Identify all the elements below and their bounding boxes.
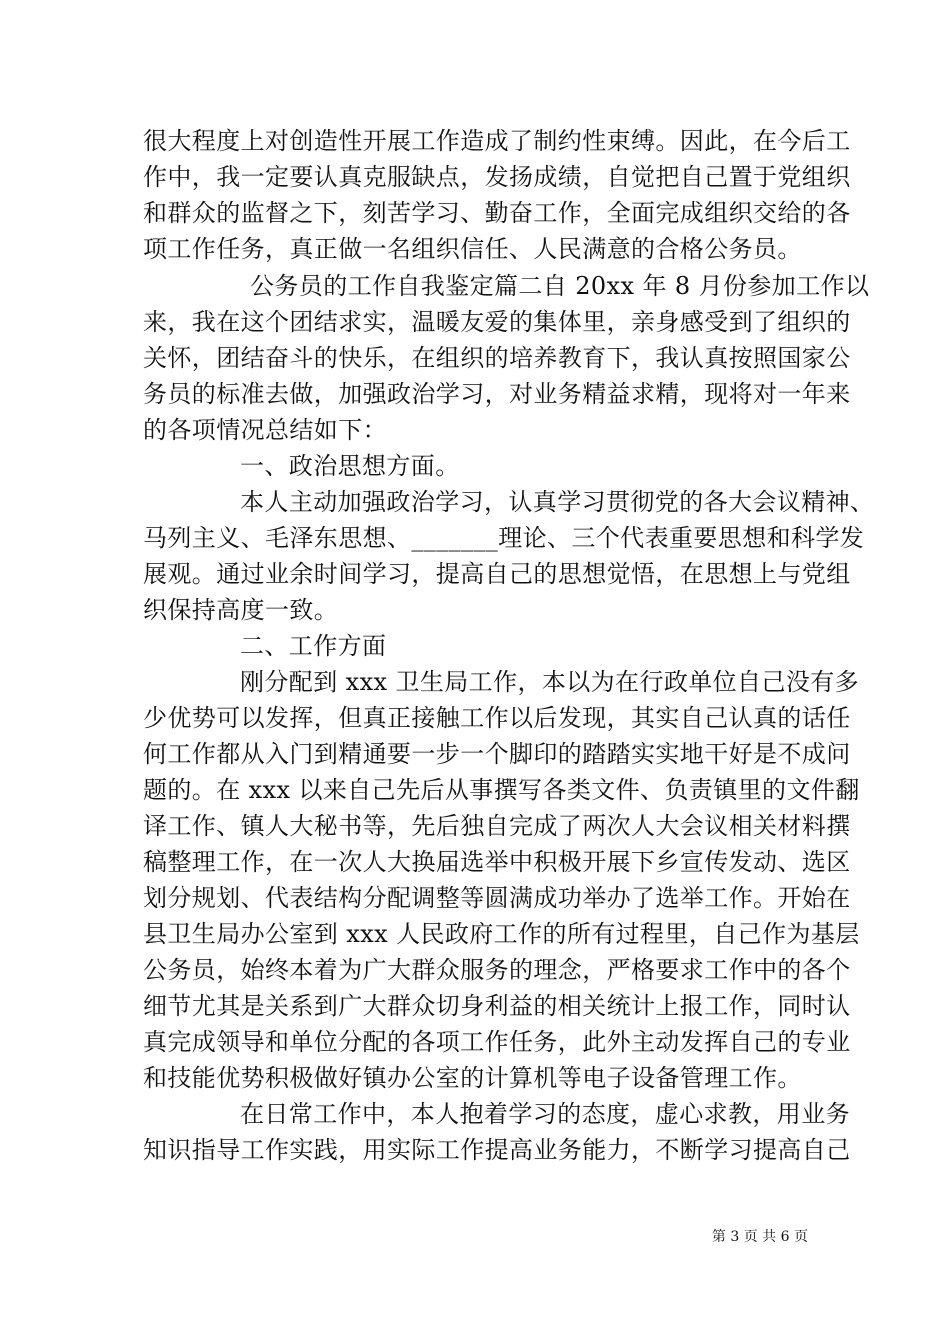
body-text-line: 和技能优势积极做好镇办公室的计算机等电子设备管理工作。 bbox=[143, 1064, 802, 1092]
body-text-line: 细节尤其是关系到广大群众切身利益的相关统计上报工作，同时认 bbox=[143, 992, 851, 1020]
body-text-line: 本人主动加强政治学习，认真学习贯彻党的各大会议精神、 bbox=[240, 488, 875, 516]
body-text-line: 马列主义、毛泽东思想、_______理论、三个代表重要思想和科学发 bbox=[143, 524, 865, 552]
body-text-line: 项工作任务，真正做一名组织信任、人民满意的合格公务员。 bbox=[143, 235, 802, 263]
body-text-line: 题的。在 xxx 以来自己先后从事撰写各类文件、负责镇里的文件翻 bbox=[143, 776, 860, 804]
body-text-line: 展观。通过业余时间学习，提高自己的思想觉悟，在思想上与党组 bbox=[143, 560, 851, 588]
body-text-line: 织保持高度一致。 bbox=[143, 596, 339, 624]
body-text-line: 知识指导工作实践，用实际工作提高业务能力，不断学习提高自己 bbox=[143, 1136, 851, 1164]
subsection-heading: 一、政治思想方面。 bbox=[240, 452, 460, 480]
body-text-line: 的各项情况总结如下： bbox=[143, 416, 387, 444]
body-text-line: 务员的标准去做，加强政治学习，对业务精益求精，现将对一年来 bbox=[143, 380, 851, 408]
body-text-line: 很大程度上对创造性开展工作造成了制约性束缚。因此，在今后工 bbox=[143, 127, 851, 155]
body-text-line: 关怀，团结奋斗的快乐，在组织的培养教育下，我认真按照国家公 bbox=[143, 344, 851, 372]
body-text-line: 在日常工作中，本人抱着学习的态度，虚心求教，用业务 bbox=[240, 1100, 850, 1128]
section-heading-line: 公务员的工作自我鉴定篇二自 20xx 年 8 月份参加工作以 bbox=[250, 272, 870, 300]
subsection-heading: 二、工作方面 bbox=[240, 632, 387, 660]
body-text-line: 少优势可以发挥，但真正接触工作以后发现，其实自己认真的话任 bbox=[143, 704, 851, 732]
body-text-line: 译工作、镇人大秘书等，先后独自完成了两次人大会议相关材料撰 bbox=[143, 812, 851, 840]
page-number-footer: 第 3 页 共 6 页 bbox=[711, 1229, 808, 1245]
body-text-line: 作中，我一定要认真克服缺点，发扬成绩，自觉把自己置于党组织 bbox=[143, 163, 851, 191]
body-text-line: 刚分配到 xxx 卫生局工作，本以为在行政单位自己没有多 bbox=[240, 668, 860, 696]
body-text-line: 真完成领导和单位分配的各项工作任务，此外主动发挥自己的专业 bbox=[143, 1028, 851, 1056]
body-text-line: 公务员，始终本着为广大群众服务的理念，严格要求工作中的各个 bbox=[143, 956, 851, 984]
body-text-line: 县卫生局办公室到 xxx 人民政府工作的所有过程里，自己作为基层 bbox=[143, 920, 860, 948]
body-text-line: 稿整理工作，在一次人大换届选举中积极开展下乡宣传发动、选区 bbox=[143, 848, 851, 876]
body-text-line: 何工作都从入门到精通要一步一个脚印的踏踏实实地干好是不成问 bbox=[143, 740, 851, 768]
body-text-line: 划分规划、代表结构分配调整等圆满成功举办了选举工作。开始在 bbox=[143, 884, 851, 912]
body-text-line: 和群众的监督之下，刻苦学习、勤奋工作，全面完成组织交给的各 bbox=[143, 199, 851, 227]
body-text-line: 来，我在这个团结求实，温暖友爱的集体里，亲身感受到了组织的 bbox=[143, 308, 851, 336]
